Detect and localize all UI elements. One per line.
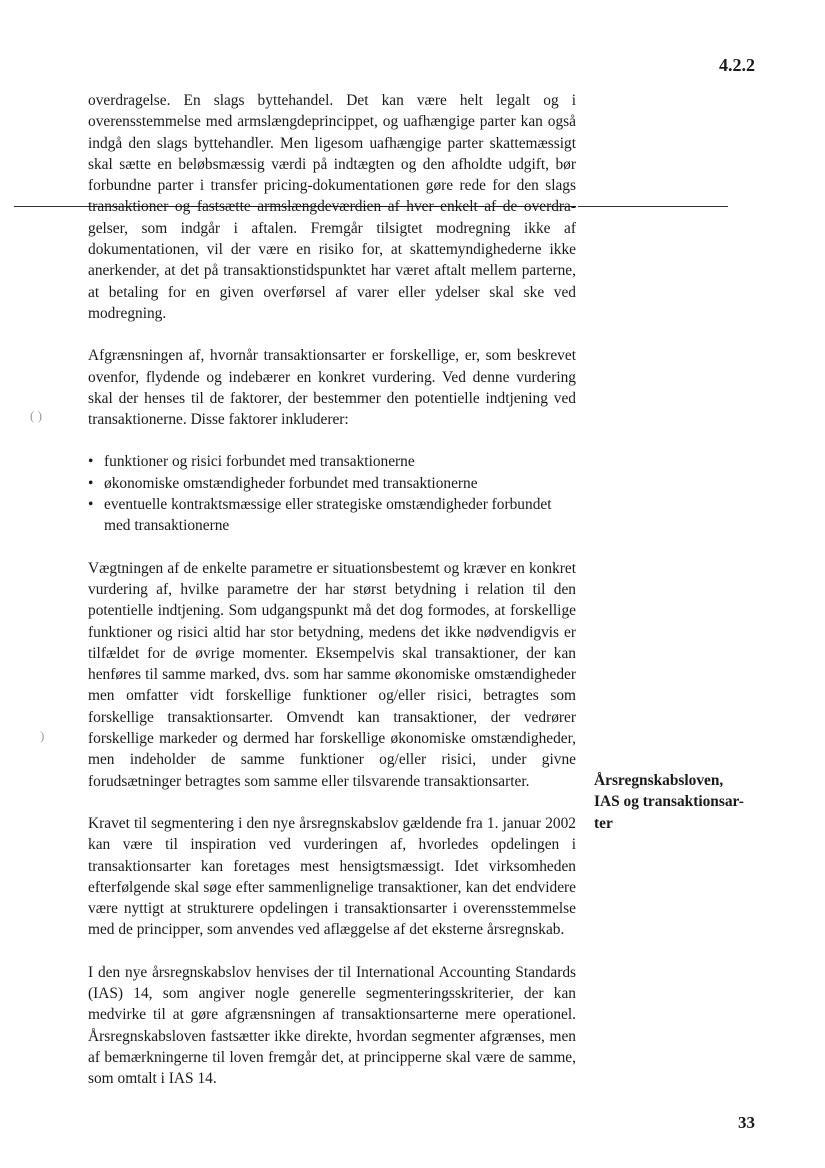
margin-heading-line: ter xyxy=(594,814,613,832)
paragraph-5: I den nye årsregnskabslov henvises der til International Accounting Standards (IAS) 14, som angiver nogle generelle segmenteringsskriterier, der kan medvirke til at gøre afgrænsningen af transaktionsarterne mere operationel. Årsregnskabsloven fastsætter ikke direkte, hvordan segmenter afgrænses, men af bemærkningerne til loven fremgår det, at principperne skal være de samme, som omtalt i IAS 14. xyxy=(88,963,576,1088)
margin-heading-line: Årsregnskabsloven, xyxy=(594,772,724,789)
paragraph-1 xyxy=(88,90,576,324)
factor-list xyxy=(88,451,576,536)
margin-heading xyxy=(594,770,759,834)
paragraph-1-text-b: gelser, som indgår i aftalen. Fremgår tilsigtet modregning ikke af dokumentationen, vil der være en risiko for, at skattemyndighederne ikke anerkender, at det på transaktionstidspunktet har været aftalt mellem parterne, at betaling for en given overførsel af varer eller ydelser skal ske ved modregning. xyxy=(88,219,576,322)
scan-rule-left xyxy=(14,206,90,207)
body-column xyxy=(88,90,576,1110)
scan-rule-right xyxy=(578,206,728,207)
margin-heading-line: IAS og transaktionsar- xyxy=(594,793,744,811)
scan-speck: ) xyxy=(40,728,45,743)
paragraph-2: Afgrænsningen af, hvornår transaktionsarter er forskellige, er, som beskrevet ovenfor, flydende og indebærer en konkret vurdering. Ved denne vurdering skal der henses til de faktorer, der bestemmer den potentielle indtjening ved transaktionerne. Disse faktorer inkluderer: xyxy=(88,347,576,429)
struck-through-text: transaktioner og fastsætte armslængdeværdien af hver enkelt af de overdra- xyxy=(88,198,576,216)
page-number: 33 xyxy=(738,1113,755,1132)
scan-speck: ( ) xyxy=(30,408,42,423)
paragraph-1-text-a: overdragelse. En slags byttehandel. Det kan være helt legalt og i overensstemmelse med armslængdeprincippet, og uafhængige parter kan også indgå den slags byttehandler. Men ligesom uafhængige parter skattemæssigt skal sætte en beløbsmæssig værdi på indtægten og den afholdte udgift, bør forbundne parter i transfer pricing-dokumentationen gøre rede for den slags xyxy=(88,92,576,195)
paragraph-4: Kravet til segmentering i den nye årsregnskabslov gældende fra 1. januar 2002 kan være til inspiration ved vurderingen af, hvorledes opdelingen i transaktionsarter kan foretages mest hensigtsmæssigt. Idet virksomheden efterfølgende skal søge efter sammenlignelige transaktioner, kan det endvidere være nyttigt at strukturere opdelingen i transaktionsarter i overensstemmelse med de principper, som anvendes ved aflæggelse af det eksterne årsregnskab. xyxy=(88,814,576,939)
list-item: • økonomiske omstændigheder forbundet med transaktionerne xyxy=(88,473,576,494)
list-item: • funktioner og risici forbundet med transaktionerne xyxy=(88,451,576,472)
paragraph-3: Vægtningen af de enkelte parametre er situationsbestemt og kræver en konkret vurdering af, hvilke parametre der har størst betydning i relation til den potentielle indtjening. Som udgangspunkt må det dog formodes, at forskellige funktioner og risici altid har stor betydning, medens det ikke nødvendigvis er tilfældet for de øvrige momenter. Eksempelvis skal transaktioner, der kan henføres til samme marked, dvs. som har samme økonomiske omstændigheder men omfatter vidt forskellige funktioner og/eller risici, betragtes som forskellige transaktionsarter. Omvendt kan transaktioner, der vedrører forskellige markeder og dermed har forskellige økonomiske omstændigheder, men indeholder de samme funktioner og/eller risici, under givne forudsætninger betragtes som samme eller tilsvarende transaktionsarter. xyxy=(88,559,576,790)
list-item: • eventuelle kontraktsmæssige eller strategiske omstændigheder forbundet med transaktionerne xyxy=(88,494,576,537)
section-number: 4.2.2 xyxy=(719,55,755,75)
